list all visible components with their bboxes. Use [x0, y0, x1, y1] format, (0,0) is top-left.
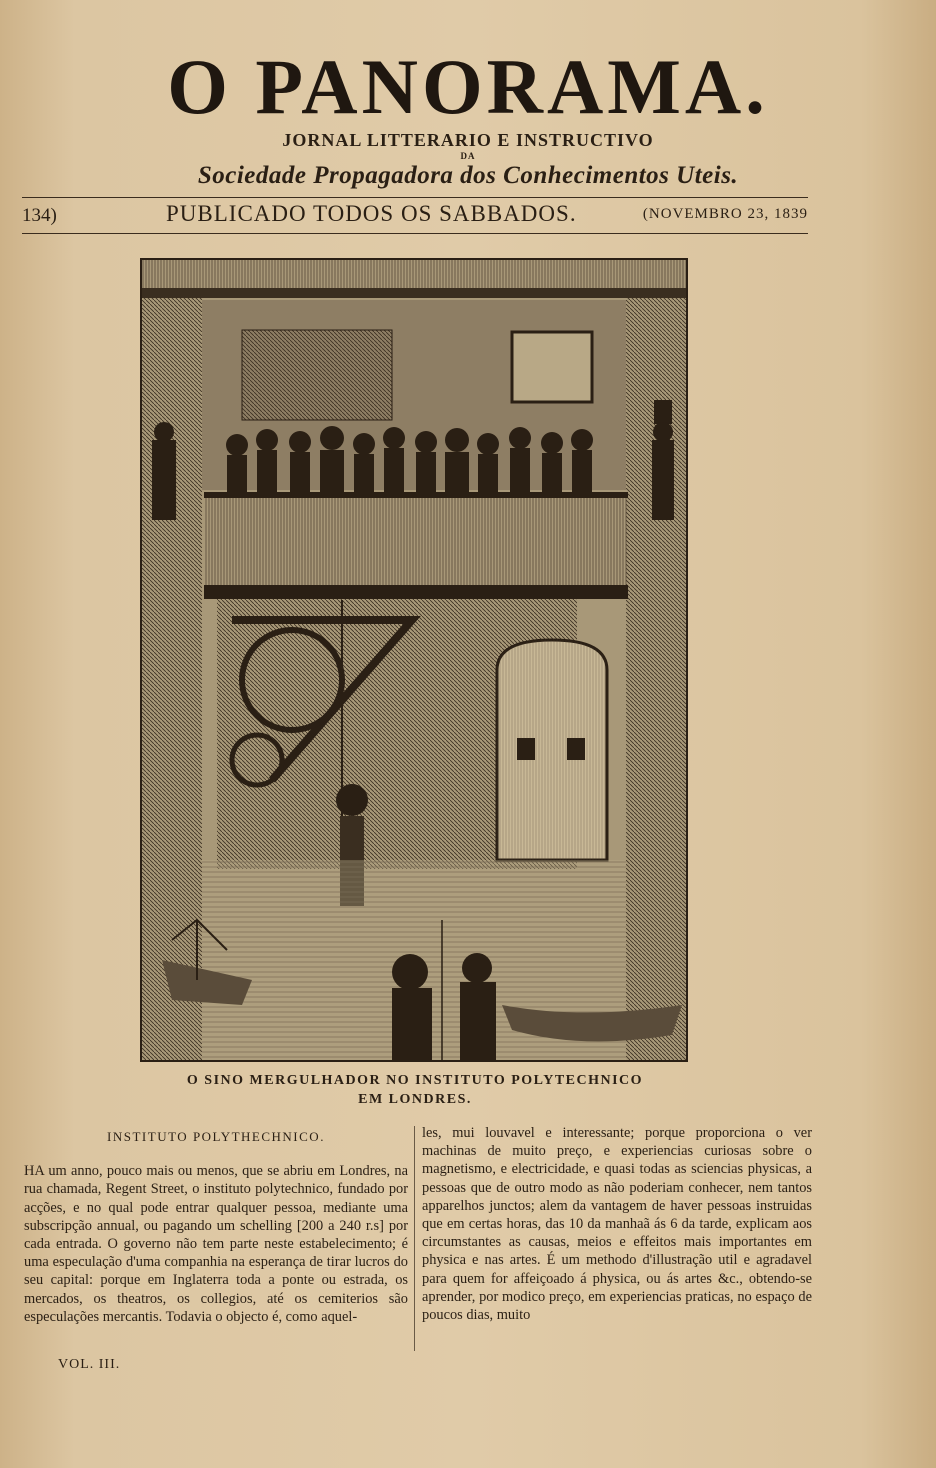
masthead-title: O PANORAMA. [167, 43, 769, 130]
society-name: Sociedade Propagadora dos Conhecimentos Uteis. [197, 162, 739, 189]
journal-subtitle: JORNAL LITTERARIO E INSTRUCTIVO [282, 130, 654, 150]
column-divider [414, 1126, 415, 1351]
article-right-column [422, 1124, 812, 1324]
caption-line-1: O SINO MERGULHADOR NO INSTITUTO POLYTECHNICO [186, 1073, 644, 1088]
volume-label: VOL. III. [58, 1357, 121, 1372]
publication-schedule: PUBLICADO TODOS OS SABBADOS. [166, 201, 577, 226]
illustration-caption [90, 1071, 740, 1109]
header-rule-bottom [22, 233, 808, 234]
engraving-illustration [142, 260, 686, 1060]
issue-number: 134) [22, 205, 57, 226]
issue-bar [22, 201, 808, 233]
subtitle-connector: DA [460, 151, 476, 161]
article-body-right: les, mui louvavel e interessante; porque proporciona o ver machinas de muito preço, e experiencias curiosas sobre o magnetismo, e electricidade, e quasi todas as sciencias physicas, a pessoas que de outro modo as não poderiam conhecer, nem tantos apparelhos junctos; alem da vantagem de haver pessoas instruidas que em certas horas, das 10 da manhaã ás 6 da tarde, explicam aos circumstantes as causas, meios e effeitos mais importantes em physica e nas artes. É um methodo d'illustração util e agradavel para quem for affeiçoado á physica, ou ás artes &c., obtendo-se aprender, por modico preço, em experiencias praticas, no espaço de poucos dias, muito [422, 1125, 812, 1324]
caption-line-2: EM LONDRES. [358, 1092, 472, 1107]
article-left-column [24, 1124, 408, 1326]
article-title: INSTITUTO POLYTHECHNICO. [107, 1129, 325, 1144]
article-body-left: HA um anno, pouco mais ou menos, que se abriu em Londres, na rua chamada, Regent Street, o instituto polytechnico, fundado por acções, e no qual pode entrar qualquer pessoa, mediante uma subscripção annual, ou pagando um schelling [200 a 240 r.s] por cada entrada. O governo não tem parte neste estabelecimento; é uma especulação d'uma companhia na esperança de tirar lucros do seu capital: porque em Inglaterra toda a ponte ou estrada, os mercados, os theatros, os collegios, até os cemiterios são especulações mercantis. Todavia o objecto é, como aquel- [24, 1163, 408, 1325]
header-rule-top [22, 197, 808, 198]
issue-date: (NOVEMBRO 23, 1839 [642, 206, 808, 222]
diving-bell-engraving [140, 258, 688, 1062]
